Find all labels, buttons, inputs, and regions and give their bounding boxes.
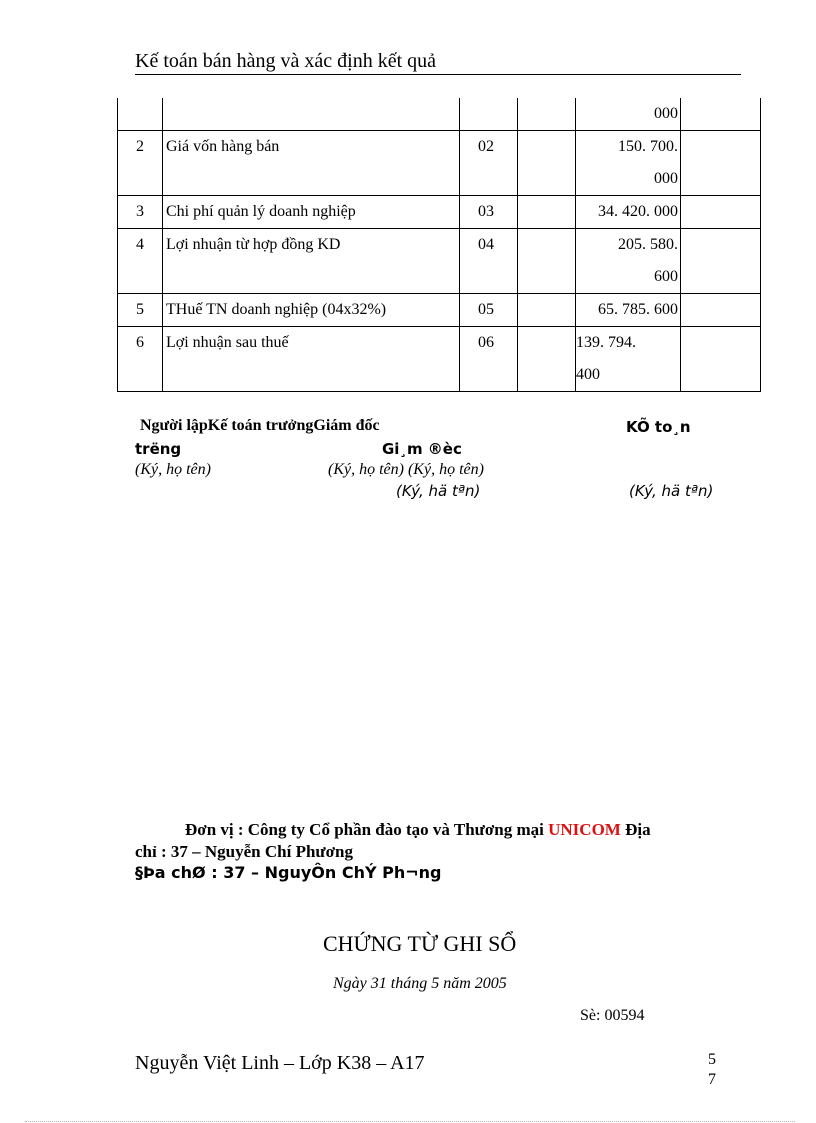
page-number (708, 1050, 716, 1090)
row-amount-line: 400 (576, 366, 600, 383)
signature-sign-note-legacy-1: (Ký, hä tªn) (396, 482, 481, 500)
unit-company: UNICOM (548, 820, 621, 839)
page-bottom-border (25, 1121, 795, 1122)
row-item: Chi phí quản lý doanh nghiệp (163, 196, 460, 229)
row-amount (576, 131, 681, 196)
row-number: 3 (118, 196, 163, 229)
row-item (163, 98, 460, 131)
row-amount-line: 600 (654, 268, 678, 285)
page-number-bottom: 7 (708, 1071, 716, 1088)
row-number: 2 (118, 131, 163, 196)
row-code: 04 (460, 229, 518, 294)
row-code: 06 (460, 327, 518, 392)
table-row (118, 327, 761, 392)
row-amount (576, 294, 681, 327)
row-amount (576, 196, 681, 229)
row-item: Giá vốn hàng bán (163, 131, 460, 196)
signature-accountant-legacy: KÕ to¸n (626, 418, 691, 436)
row-note-cell (681, 98, 761, 131)
document-number: Sè: 00594 (580, 1007, 645, 1024)
row-note-cell (681, 327, 761, 392)
unit-address: chỉ : 37 – Nguyễn Chí Phương (135, 842, 353, 861)
row-amount (576, 327, 681, 392)
row-item: Lợi nhuận sau thuế (163, 327, 460, 392)
results-table (117, 98, 761, 392)
table-row (118, 98, 761, 131)
unit-suffix: Địa (620, 820, 651, 839)
row-item: Lợi nhuận từ hợp đồng KD (163, 229, 460, 294)
row-blank-cell (518, 196, 576, 229)
signature-titles: Người lậpKế toán trưởngGiám đốc (140, 417, 380, 434)
table-row (118, 131, 761, 196)
row-blank-cell (518, 131, 576, 196)
unit-address-legacy: §Þa chØ : 37 – NguyÔn ChÝ Ph¬ng (135, 863, 442, 882)
row-blank-cell (518, 98, 576, 131)
row-number: 5 (118, 294, 163, 327)
row-code: 03 (460, 196, 518, 229)
row-note-cell (681, 294, 761, 327)
page-number-top: 5 (708, 1051, 716, 1068)
row-item: THuế TN doanh nghiệp (04x32%) (163, 294, 460, 327)
table-row (118, 196, 761, 229)
row-amount-line: 205. 580. (618, 236, 678, 253)
row-note-cell (681, 131, 761, 196)
signature-director-legacy: Gi¸m ®èc (382, 440, 462, 458)
header-rule (135, 74, 741, 75)
row-code: 02 (460, 131, 518, 196)
row-amount (576, 98, 681, 131)
row-number: 4 (118, 229, 163, 294)
row-blank-cell (518, 294, 576, 327)
row-note-cell (681, 229, 761, 294)
unit-label: Đơn vị : Công ty Cổ phần đào tạo và Thương mại (185, 820, 549, 839)
row-blank-cell (518, 327, 576, 392)
table-row (118, 294, 761, 327)
row-amount-line: 139. 794. (576, 334, 636, 351)
document-title: CHỨNG TỪ GHI SỔ (323, 931, 517, 956)
row-amount-line: 34. 420. 000 (598, 203, 678, 220)
row-number: 6 (118, 327, 163, 392)
row-amount-line: 150. 700. (618, 138, 678, 155)
row-note-cell (681, 196, 761, 229)
unit-line (185, 820, 651, 840)
row-number (118, 98, 163, 131)
signature-sign-note-1: (Ký, họ tên) (135, 461, 211, 478)
row-amount-line: 000 (654, 170, 678, 187)
row-amount-line: 65. 785. 600 (598, 301, 678, 318)
header-title: Kế toán bán hàng và xác định kết quả (135, 50, 437, 72)
table-row (118, 229, 761, 294)
row-code: 05 (460, 294, 518, 327)
row-blank-cell (518, 229, 576, 294)
document-date: Ngày 31 tháng 5 năm 2005 (333, 975, 507, 992)
row-amount-line: 000 (654, 105, 678, 122)
signature-sign-note-2: (Ký, họ tên) (Ký, họ tên) (328, 461, 484, 478)
signature-chief-legacy: trëng (135, 440, 182, 458)
signature-sign-note-legacy-2: (Ký, hä tªn) (629, 482, 714, 500)
row-amount (576, 229, 681, 294)
row-code (460, 98, 518, 131)
footer-author: Nguyễn Việt Linh – Lớp K38 – A17 (135, 1052, 425, 1074)
